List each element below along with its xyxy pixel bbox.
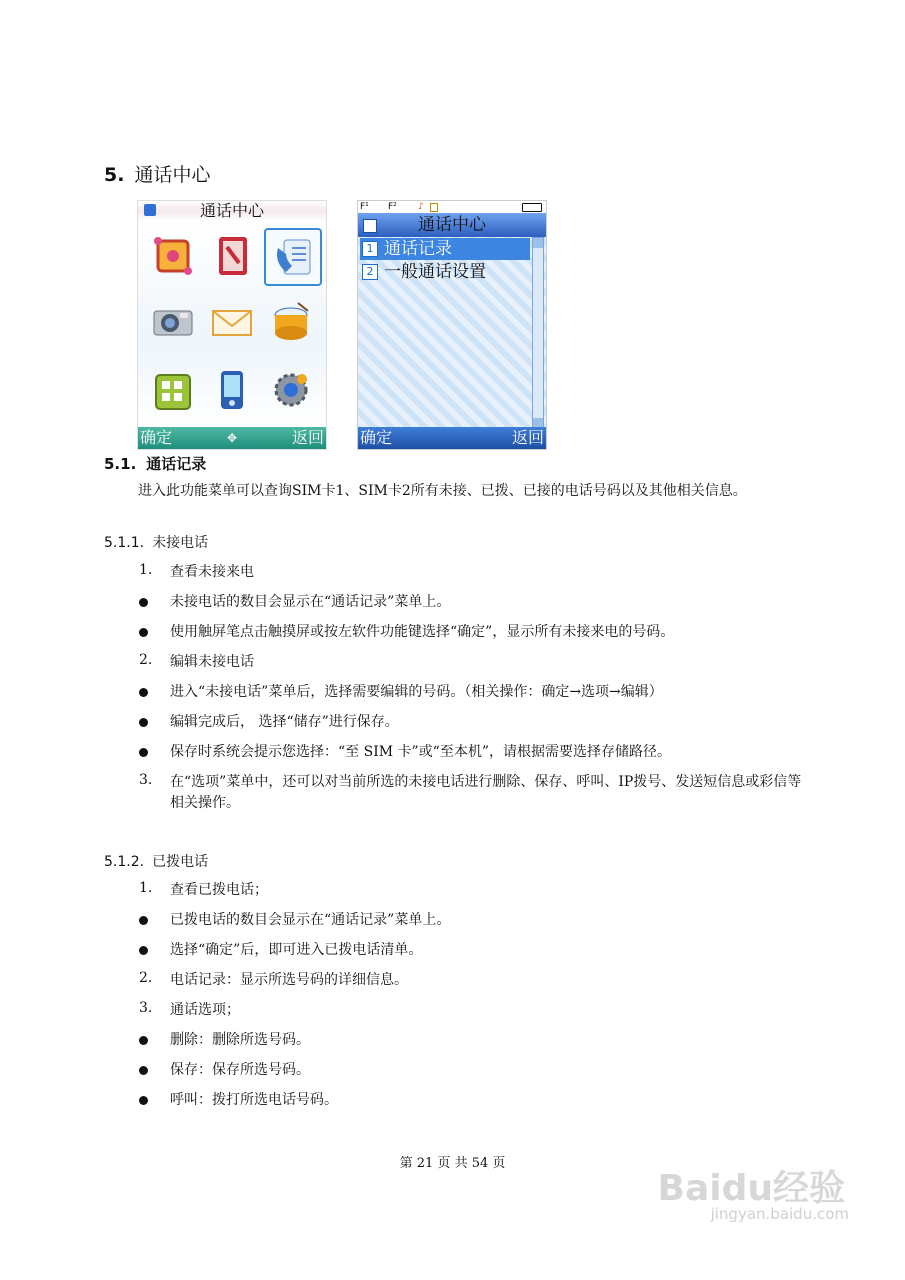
phonebook-icon[interactable]	[205, 229, 259, 283]
screen-title-bar	[358, 213, 546, 237]
list-item[interactable]	[360, 261, 530, 283]
list-number: 1.	[139, 880, 153, 896]
list-item-text: 查看未接来电	[170, 564, 254, 580]
section-number: 5.1.2.	[104, 854, 145, 870]
list-item-text: 电话记录：显示所选号码的详细信息。	[170, 972, 408, 988]
sim1-signal-icon: F¹	[360, 202, 369, 212]
section-heading-5-1-1	[104, 532, 208, 552]
bullet-icon	[139, 598, 148, 607]
softkey-ok[interactable]: 确定	[140, 428, 173, 447]
bullet-icon	[139, 748, 148, 757]
list-item-text: 在“选项”菜单中，还可以对当前所选的未接电话进行删除、保存、呼叫、IP拨号、发送短信息或彩信等相关操作。	[170, 774, 802, 811]
softkey-bar	[358, 427, 546, 449]
screen-title: 通话中心	[418, 215, 486, 235]
watermark-logo: Baidu经验	[657, 1168, 845, 1209]
list-item-text: 编辑未接电话	[170, 654, 254, 670]
screen-title: 通话中心	[199, 201, 264, 220]
section-title: 通话记录	[146, 455, 207, 473]
list-item-text: 保存：保存所选号码。	[170, 1062, 310, 1078]
softkey-back[interactable]: 返回	[511, 428, 544, 447]
scrollbar[interactable]	[532, 237, 544, 429]
list-item-text: 已拨电话的数目会显示在“通话记录”菜单上。	[170, 912, 451, 928]
section-heading-5-1-2	[104, 851, 208, 871]
bullet-icon	[139, 1036, 148, 1045]
list-item-text: 未接电话的数目会显示在“通话记录”菜单上。	[170, 594, 451, 610]
list-item-text: 查看已拨电话；	[170, 882, 268, 898]
list-item-text: 使用触屏笔点击触摸屏或按左软件功能键选择“确定”，显示所有未接来电的号码。	[170, 624, 675, 640]
list-item-number: 1	[362, 241, 378, 257]
music-note-icon: ♪	[418, 202, 424, 212]
section-title: 未接电话	[152, 535, 209, 551]
camera-icon[interactable]	[146, 295, 200, 349]
message-icon[interactable]	[205, 295, 259, 349]
icon-grid	[138, 223, 326, 425]
bullet-icon	[139, 688, 148, 697]
lock-icon	[430, 203, 438, 212]
page-footer: 第 21 页 共 54 页	[399, 1156, 506, 1171]
cube-icon[interactable]	[146, 229, 200, 283]
settings-gear-icon[interactable]	[264, 363, 318, 417]
list-item[interactable]	[360, 238, 530, 260]
list-item-text: 进入“未接电话”菜单后，选择需要编辑的号码。（相关操作：确定→选项→编辑）	[170, 684, 663, 700]
list-number: 2.	[139, 652, 153, 668]
drum-icon[interactable]	[264, 295, 318, 349]
list-number: 3.	[139, 772, 153, 788]
organizer-icon[interactable]	[146, 363, 200, 417]
list-number: 2.	[139, 970, 153, 986]
list-item-text: 呼叫：拨打所选电话号码。	[170, 1092, 338, 1108]
bullet-icon	[139, 628, 148, 637]
section-number: 5.	[104, 164, 125, 186]
list-item-text: 编辑完成后， 选择“储存”进行保存。	[170, 714, 399, 730]
list-item-number: 2	[362, 264, 378, 280]
list-item-text: 删除：删除所选号码。	[170, 1032, 310, 1048]
call-center-list-menu-screenshot	[357, 200, 547, 450]
section-heading-5	[104, 160, 210, 187]
section-intro: 进入此功能菜单可以查询SIM卡1、SIM卡2所有未接、已拨、已接的电话号码以及其他相关信息。	[138, 483, 747, 499]
pda-icon[interactable]	[205, 363, 259, 417]
list-number: 1.	[139, 562, 153, 578]
navigation-pad-icon[interactable]: ✥	[226, 431, 238, 445]
list-item-text: 通话选项；	[170, 1002, 240, 1018]
watermark-url: jingyan.baidu.com	[710, 1205, 849, 1223]
bullet-icon	[139, 916, 148, 925]
bullet-icon	[139, 1096, 148, 1105]
section-number: 5.1.	[104, 455, 137, 473]
list-item-text: 选择“确定”后，即可进入已拨电话清单。	[170, 942, 423, 958]
list-item-label: 通话记录	[384, 239, 452, 259]
status-bar	[358, 201, 546, 213]
battery-icon	[522, 203, 542, 212]
call-center-icon-menu-screenshot	[137, 200, 327, 450]
menu-app-icon	[363, 219, 377, 233]
list-number: 3.	[139, 1000, 153, 1016]
call-center-icon[interactable]	[264, 228, 322, 286]
section-title: 通话中心	[134, 164, 211, 186]
softkey-ok[interactable]: 确定	[360, 428, 393, 447]
softkey-back[interactable]: 返回	[291, 428, 324, 447]
sim2-signal-icon: F²	[388, 202, 397, 212]
bullet-icon	[139, 718, 148, 727]
bullet-icon	[139, 1066, 148, 1075]
scroll-up-icon[interactable]	[533, 238, 543, 248]
section-title: 已拨电话	[152, 854, 209, 870]
softkey-bar	[138, 427, 326, 449]
menu-app-icon	[144, 204, 156, 216]
section-number: 5.1.1.	[104, 535, 145, 551]
bullet-icon	[139, 946, 148, 955]
screen-title-bar	[138, 201, 326, 221]
section-heading-5-1	[104, 453, 216, 474]
list-item-text: 保存时系统会提示您选择：“至 SIM 卡”或“至本机”，请根据需要选择存储路径。	[170, 744, 671, 760]
list-item-label: 一般通话设置	[384, 262, 486, 282]
